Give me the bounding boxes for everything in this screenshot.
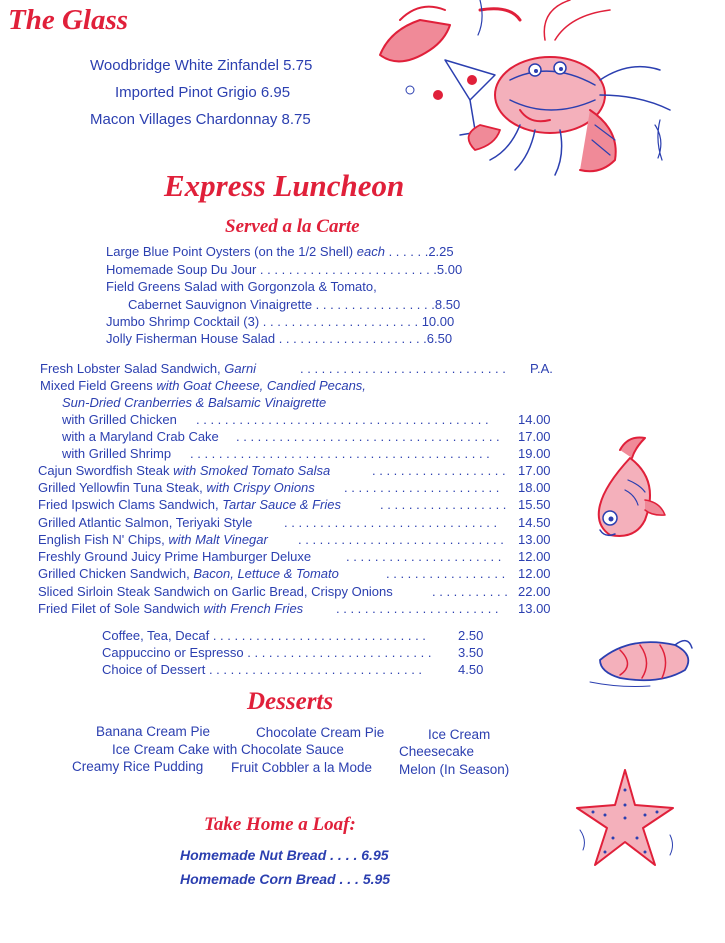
dessert-item: Cheesecake [399,744,475,759]
menu-item: Sun-Dried Cranberries & Balsamic Vinaigrette [62,395,327,410]
dot-leader: . . . . . . . . . . . . . . . . . . . . . . . . . . . . . [300,361,506,376]
dot-leader: . . . . . . . . . . . . . . . . . . . [372,463,506,478]
loaf-item: Homemade Nut Bread . . . . 6.95 [180,847,389,863]
wine-item: Imported Pinot Grigio 6.95 [115,84,291,101]
menu-price: 17.00 [518,429,551,444]
dot-leader: . . . . . . . . . . . . . . . . . . . . . . [346,549,502,564]
dot-leader: . . . . . . . . . . . . . . . . . . . . . . . . . . . . . [298,532,504,547]
desserts-title: Desserts [247,688,334,715]
menu-item: Fried Ipswich Clams Sandwich, Tartar Sauce & Fries [38,497,341,512]
menu-price: 15.50 [518,497,551,512]
dot-leader: . . . . . . . . . . . . . . . . . . . . . . . . . . . . . . [284,515,498,530]
dessert-item: Creamy Rice Pudding [72,759,204,774]
starfish-icon [575,760,685,880]
menu-item: Grilled Atlantic Salmon, Teriyaki Style [38,515,253,530]
dot-leader: . . . . . . . . . . . [432,584,508,599]
menu-item: Cabernet Sauvignon Vinaigrette . . . . . . . . . . . . . . . . .8.50 [128,297,461,312]
menu-price: 12.00 [518,549,551,564]
menu-item: Field Greens Salad with Gorgonzola & Tomato, [106,279,377,294]
menu-price: 4.50 [458,662,484,677]
menu-item: Sliced Sirloin Steak Sandwich on Garlic Bread, Crispy Onions [38,584,393,599]
dot-leader: . . . . . . . . . . . . . . . . . . [380,497,507,512]
menu-item: Mixed Field Greens with Goat Cheese, Candied Pecans, [40,378,366,393]
loaf-item: Homemade Corn Bread . . . 5.95 [180,871,391,887]
menu-title: The Glass [8,4,129,36]
section-subtitle: Served a la Carte [225,216,360,237]
lobster-icon [360,0,680,190]
dessert-item: Ice Cream Cake with Chocolate Sauce [112,742,344,757]
menu-item: Coffee, Tea, Decaf . . . . . . . . . . . . . . . . . . . . . . . . . . . . . . [102,628,426,643]
menu-item: Large Blue Point Oysters (on the 1/2 Shell) each . . . . . .2.25 [106,244,454,259]
menu-price: 22.00 [518,584,551,599]
menu-item: with Grilled Chicken [62,412,177,427]
menu-item: with Grilled Shrimp [62,446,172,461]
menu-price: 2.50 [458,628,484,643]
menu-item: Fresh Lobster Salad Sandwich, Garni [40,361,257,376]
loaf-title: Take Home a Loaf: [204,814,356,835]
dessert-item: Fruit Cobbler a la Mode [231,760,373,775]
menu-price: 18.00 [518,480,551,495]
conch-shell-icon [590,630,700,690]
fish-icon [590,430,680,550]
menu-item: Jumbo Shrimp Cocktail (3) . . . . . . . . . . . . . . . . . . . . . . 10.00 [106,314,455,329]
menu-item: Cajun Swordfish Steak with Smoked Tomato Salsa [38,463,331,478]
dessert-item: Ice Cream [428,727,491,742]
menu-item: Jolly Fisherman House Salad . . . . . . . . . . . . . . . . . . . . .6.50 [106,331,453,346]
dessert-item: Banana Cream Pie [96,724,211,739]
dot-leader: . . . . . . . . . . . . . . . . . . . . . . . . . . . . . . . . . . . . . . . . . . [190,446,490,461]
dessert-item: Chocolate Cream Pie [256,725,385,740]
menu-item: Grilled Yellowfin Tuna Steak, with Crispy Onions [38,480,315,495]
dessert-item: Melon (In Season) [399,762,510,777]
menu-item: English Fish N' Chips, with Malt Vinegar [38,532,268,547]
dot-leader: . . . . . . . . . . . . . . . . . . . . . . [344,480,500,495]
menu-item: Choice of Dessert . . . . . . . . . . . . . . . . . . . . . . . . . . . . . . [102,662,423,677]
dot-leader: . . . . . . . . . . . . . . . . . [386,566,506,581]
section-title: Express Luncheon [164,168,405,203]
menu-price: P.A. [530,361,553,376]
menu-item: Grilled Chicken Sandwich, Bacon, Lettuce & Tomato [38,566,339,581]
menu-price: 14.00 [518,412,551,427]
menu-price: 12.00 [518,566,551,581]
wine-item: Woodbridge White Zinfandel 5.75 [90,57,313,74]
menu-item: Freshly Ground Juicy Prime Hamburger Deluxe [38,549,312,564]
menu-price: 14.50 [518,515,551,530]
menu-price: 19.00 [518,446,551,461]
menu-item: Homemade Soup Du Jour . . . . . . . . . . . . . . . . . . . . . . . . .5.00 [106,262,463,277]
menu-price: 13.00 [518,532,551,547]
wine-item: Macon Villages Chardonnay 8.75 [90,111,311,128]
menu-item: Fried Filet of Sole Sandwich with French Fries [38,601,304,616]
menu-price: 17.00 [518,463,551,478]
menu-price: 13.00 [518,601,551,616]
menu-item: with a Maryland Crab Cake [62,429,219,444]
dot-leader: . . . . . . . . . . . . . . . . . . . . . . . [336,601,499,616]
menu-item: Cappuccino or Espresso . . . . . . . . . . . . . . . . . . . . . . . . . . [102,645,432,660]
dot-leader: . . . . . . . . . . . . . . . . . . . . . . . . . . . . . . . . . . . . . . . . . [196,412,489,427]
dot-leader: . . . . . . . . . . . . . . . . . . . . . . . . . . . . . . . . . . . . . [236,429,500,444]
menu-price: 3.50 [458,645,484,660]
